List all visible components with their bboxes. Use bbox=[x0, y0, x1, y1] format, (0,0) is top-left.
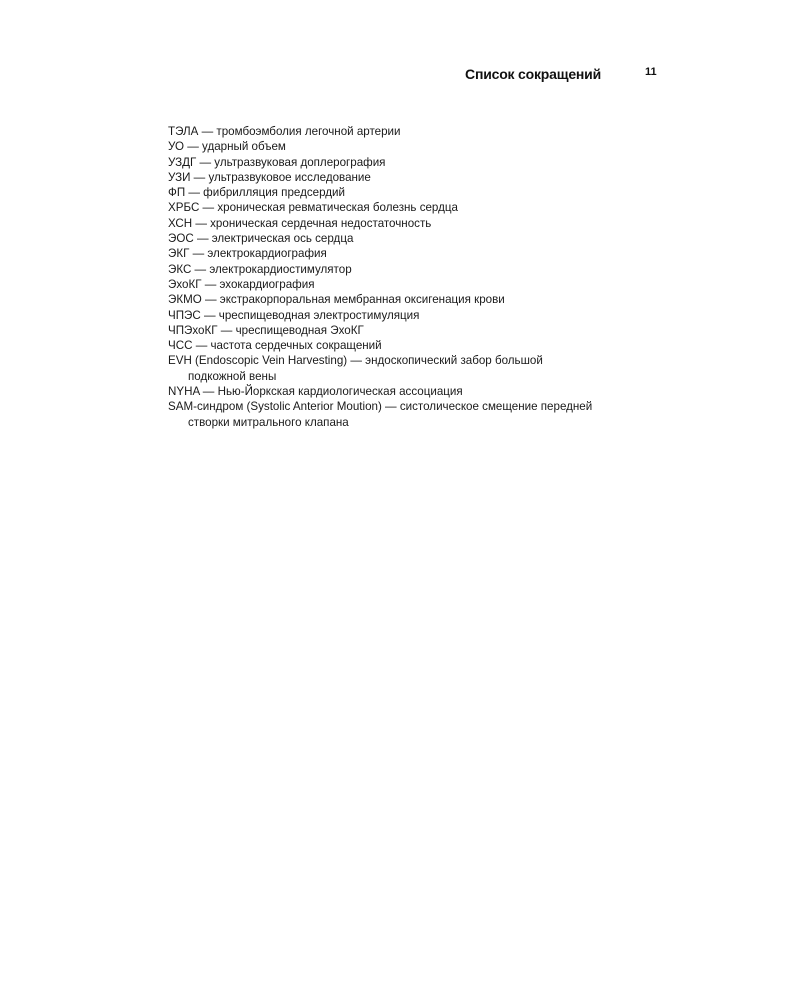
abbreviation-item: ЧПЭхоКГ — чреспищеводная ЭхоКГ bbox=[168, 323, 364, 337]
abbreviation-item: ФП — фибрилляция предсердий bbox=[168, 186, 346, 200]
abbreviation-item: УЗИ — ультразвуковое исследование bbox=[168, 170, 371, 184]
abbreviation-item: ЭКС — электрокардиостимулятор bbox=[168, 262, 352, 276]
abbreviation-item: NYHA — Нью-Йоркская кардиологическая ассоциация bbox=[168, 385, 463, 399]
abbreviation-item: УО — ударный объем bbox=[168, 140, 286, 154]
abbreviation-item: ЭКМО — экстракорпоральная мембранная оксигенация крови bbox=[168, 293, 505, 307]
abbreviation-item: ЧПЭС — чреспищеводная электростимуляция bbox=[168, 308, 420, 322]
abbreviation-list bbox=[168, 124, 600, 430]
abbreviation-item: УЗДГ — ультразвуковая доплерография bbox=[168, 155, 386, 169]
abbreviation-item: ТЭЛА — тромбоэмболия легочной артерии bbox=[168, 125, 401, 138]
abbreviation-item: EVH (Endoscopic Vein Harvesting) — эндоскопический забор большой подкожной вены bbox=[168, 354, 543, 383]
abbreviation-item: SAM-синдром (Systolic Anterior Moution) — систолическое смещение передней створки митрального клапана bbox=[168, 400, 593, 429]
abbreviation-item: ХСН — хроническая сердечная недостаточность bbox=[168, 216, 432, 230]
abbreviation-item: ХРБС — хроническая ревматическая болезнь сердца bbox=[168, 201, 458, 215]
page-number: 11 bbox=[645, 66, 657, 78]
abbreviation-item: ЭОС — электрическая ось сердца bbox=[168, 232, 354, 246]
abbreviation-item: ЭхоКГ — эхокардиография bbox=[168, 277, 315, 291]
running-header-title: Список сокращений bbox=[465, 66, 601, 82]
abbreviation-item: ЧСС — частота сердечных сокращений bbox=[168, 339, 382, 353]
abbreviation-item: ЭКГ — электрокардиография bbox=[168, 247, 327, 261]
